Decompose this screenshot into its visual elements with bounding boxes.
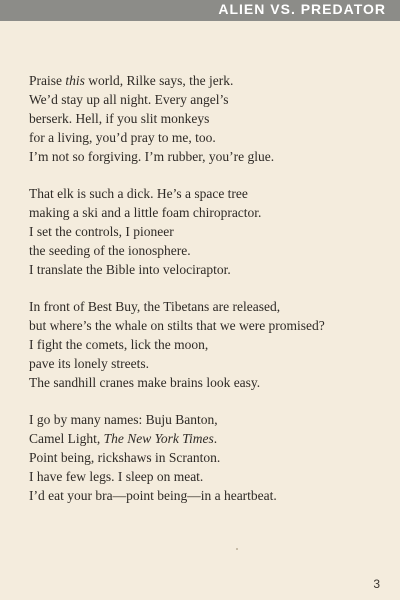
poem-line: Point being, rickshaws in Scranton. bbox=[29, 450, 221, 465]
poem-line: the seeding of the ionosphere. bbox=[29, 243, 191, 258]
poem-line: I’m not so forgiving. I’m rubber, you’re glue. bbox=[29, 149, 275, 164]
poem-line: In front of Best Buy, the Tibetans are released, bbox=[29, 299, 281, 314]
poem-line: I’d eat your bra—point being—in a heartbeat. bbox=[29, 488, 277, 503]
poem-line: making a ski and a little foam chiropractor. bbox=[29, 205, 262, 220]
stanza bbox=[29, 184, 379, 279]
line-segment: . bbox=[213, 431, 218, 446]
line-segment: Camel Light, bbox=[29, 431, 104, 446]
poem-line: berserk. Hell, if you slit monkeys bbox=[29, 111, 210, 126]
poem-line: I go by many names: Buju Banton, bbox=[29, 412, 218, 427]
poem-line bbox=[29, 429, 379, 448]
poem-line: That elk is such a dick. He’s a space tree bbox=[29, 186, 248, 201]
poem-line: We’d stay up all night. Every angel’s bbox=[29, 92, 229, 107]
poem-line: I have few legs. I sleep on meat. bbox=[29, 469, 204, 484]
poem-line: but where’s the whale on stilts that we were promised? bbox=[29, 318, 325, 333]
line-segment: Praise bbox=[29, 73, 66, 88]
paper-speck bbox=[236, 548, 238, 550]
stanza bbox=[29, 297, 379, 392]
poem-line: pave its lonely streets. bbox=[29, 356, 149, 371]
line-segment: world, Rilke says, the jerk. bbox=[84, 73, 234, 88]
poem-line: The sandhill cranes make brains look easy. bbox=[29, 375, 261, 390]
poem-line: I set the controls, I pioneer bbox=[29, 224, 174, 239]
poem-body bbox=[29, 71, 379, 523]
running-header-title: ALIEN VS. PREDATOR bbox=[218, 1, 386, 17]
running-header-bar bbox=[0, 0, 400, 21]
stanza bbox=[29, 71, 379, 166]
poem-line bbox=[29, 71, 379, 90]
page-number: 3 bbox=[373, 577, 380, 591]
italic-segment: this bbox=[65, 73, 85, 88]
poem-line: for a living, you’d pray to me, too. bbox=[29, 130, 216, 145]
stanza bbox=[29, 410, 379, 505]
poem-line: I fight the comets, lick the moon, bbox=[29, 337, 209, 352]
poem-line: I translate the Bible into velociraptor. bbox=[29, 262, 231, 277]
italic-segment: The New York Times bbox=[103, 431, 214, 446]
